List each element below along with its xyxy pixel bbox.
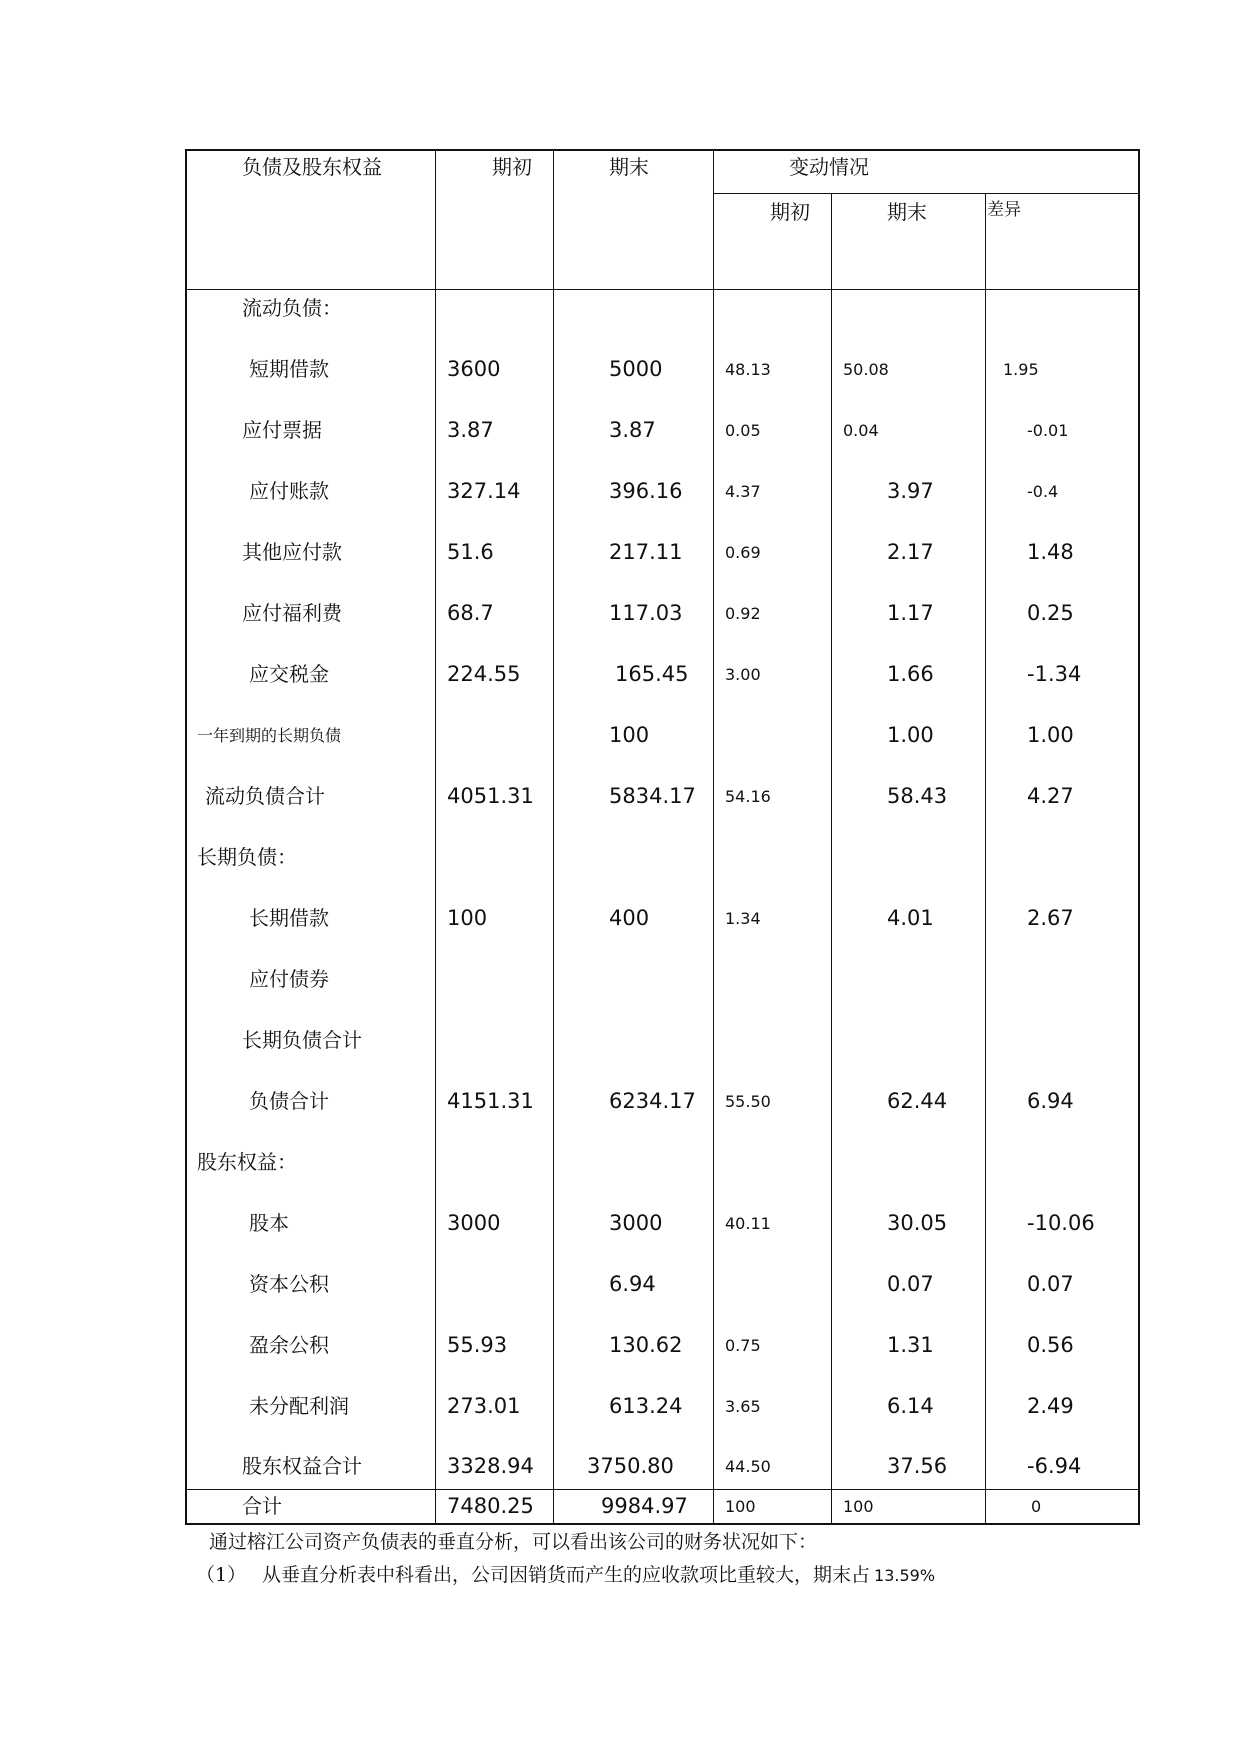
cell-difference: -10.06 [1027, 1211, 1095, 1235]
cell-difference: 6.94 [1027, 1089, 1074, 1113]
cell-begin-percent: 48.13 [725, 360, 771, 379]
cell-begin-value: 68.7 [447, 601, 494, 625]
cell-begin-percent: 3.00 [725, 665, 761, 684]
cell-difference: 1.48 [1027, 540, 1074, 564]
cell-end-value: 396.16 [609, 479, 683, 503]
row-label: 一年到期的长期负债 [197, 726, 342, 745]
analysis-point-1 [262, 1566, 935, 1585]
cell-begin-value: 273.01 [447, 1394, 521, 1418]
cell-difference: 0.07 [1027, 1272, 1074, 1296]
cell-end-value: 165.45 [615, 662, 689, 686]
cell-end-value: 6.94 [609, 1272, 656, 1296]
cell-difference: 4.27 [1027, 784, 1074, 808]
cell-end-percent: 1.00 [887, 723, 934, 747]
cell-end-percent: 50.08 [843, 360, 889, 379]
cell-end-value: 100 [609, 723, 650, 747]
row-label: 短期借款 [249, 357, 329, 381]
total-label: 合计 [242, 1494, 282, 1518]
row-label: 流动负债合计 [205, 784, 325, 808]
cell-begin-value: 3000 [447, 1211, 501, 1235]
receivable-percentage: 13.59% [874, 1566, 936, 1585]
cell-difference: 0.56 [1027, 1333, 1074, 1357]
total-pct-begin: 100 [725, 1497, 756, 1516]
analysis-intro: 通过榕江公司资产负债表的垂直分析，可以看出该公司的财务状况如下： [209, 1531, 818, 1553]
col-divider [713, 149, 714, 1525]
cell-end-percent: 0.07 [887, 1272, 934, 1296]
cell-end-value: 3.87 [609, 418, 656, 442]
total-end: 9984.97 [601, 1494, 688, 1518]
row-label: 应交税金 [249, 662, 329, 686]
cell-end-value: 5000 [609, 357, 663, 381]
cell-begin-value: 327.14 [447, 479, 521, 503]
cell-difference: -1.34 [1027, 662, 1082, 686]
header-end: 期末 [609, 155, 649, 179]
row-label: 盈余公积 [249, 1333, 329, 1357]
row-label: 负债合计 [249, 1089, 329, 1113]
cell-begin-percent: 0.69 [725, 543, 761, 562]
cell-end-percent: 30.05 [887, 1211, 948, 1235]
row-label: 股东权益合计 [242, 1454, 362, 1478]
cell-begin-value: 4151.31 [447, 1089, 534, 1113]
row-label: 其他应付款 [242, 540, 342, 564]
cell-end-value: 3000 [609, 1211, 663, 1235]
cell-end-percent: 37.56 [887, 1454, 948, 1478]
subheader-begin: 期初 [770, 200, 810, 224]
analysis-point-1-text: 从垂直分析表中科看出，公司因销货而产生的应收款项比重较大，期末占 [262, 1564, 871, 1586]
cell-end-percent: 62.44 [887, 1089, 948, 1113]
cell-difference: -6.94 [1027, 1454, 1082, 1478]
cell-end-value: 3750.80 [587, 1454, 674, 1478]
cell-end-percent: 0.04 [843, 421, 879, 440]
cell-begin-value: 51.6 [447, 540, 494, 564]
cell-begin-value: 100 [447, 906, 488, 930]
analysis-table [185, 149, 1140, 1525]
row-label: 流动负债： [242, 296, 342, 320]
cell-begin-value: 3328.94 [447, 1454, 534, 1478]
cell-end-percent: 58.43 [887, 784, 948, 808]
subheader-end: 期末 [887, 200, 927, 224]
cell-end-value: 217.11 [609, 540, 683, 564]
cell-begin-percent: 3.65 [725, 1397, 761, 1416]
row-label: 股东权益： [197, 1150, 297, 1174]
cell-difference: -0.4 [1027, 482, 1059, 501]
row-label: 长期负债合计 [242, 1028, 362, 1052]
item-number: （1） [196, 1564, 247, 1586]
cell-end-value: 400 [609, 906, 650, 930]
row-divider [185, 289, 1140, 290]
cell-difference: 2.67 [1027, 906, 1074, 930]
row-label: 应付票据 [242, 418, 322, 442]
row-label: 应付福利费 [242, 601, 342, 625]
cell-begin-percent: 44.50 [725, 1457, 771, 1476]
row-label: 应付债券 [249, 967, 329, 991]
total-diff: 0 [1031, 1497, 1042, 1516]
col-divider [985, 193, 986, 1525]
row-divider [713, 193, 1140, 194]
cell-begin-percent: 55.50 [725, 1092, 771, 1111]
cell-begin-percent: 0.75 [725, 1336, 761, 1355]
cell-begin-percent: 0.05 [725, 421, 761, 440]
cell-begin-value: 3.87 [447, 418, 494, 442]
row-label: 股本 [249, 1211, 289, 1235]
cell-begin-percent: 4.37 [725, 482, 761, 501]
cell-end-value: 613.24 [609, 1394, 683, 1418]
cell-difference: 1.00 [1027, 723, 1074, 747]
header-item: 负债及股东权益 [242, 155, 382, 179]
cell-end-value: 6234.17 [609, 1089, 696, 1113]
cell-begin-percent: 0.92 [725, 604, 761, 623]
cell-end-percent: 4.01 [887, 906, 934, 930]
total-pct-end: 100 [843, 1497, 874, 1516]
cell-end-percent: 2.17 [887, 540, 934, 564]
header-begin: 期初 [492, 155, 532, 179]
cell-difference: 0.25 [1027, 601, 1074, 625]
cell-end-percent: 1.66 [887, 662, 934, 686]
row-label: 资本公积 [249, 1272, 329, 1296]
row-label: 应付账款 [249, 479, 329, 503]
cell-begin-percent: 40.11 [725, 1214, 771, 1233]
row-label: 长期负债： [197, 845, 297, 869]
cell-end-value: 130.62 [609, 1333, 683, 1357]
cell-difference: 2.49 [1027, 1394, 1074, 1418]
cell-difference: -0.01 [1027, 421, 1069, 440]
cell-begin-value: 4051.31 [447, 784, 534, 808]
col-divider [435, 149, 436, 1525]
cell-difference: 1.95 [1003, 360, 1039, 379]
row-divider [185, 1489, 1140, 1490]
cell-end-value: 117.03 [609, 601, 683, 625]
header-change: 变动情况 [789, 155, 869, 179]
cell-end-percent: 3.97 [887, 479, 934, 503]
cell-end-percent: 6.14 [887, 1394, 934, 1418]
cell-end-value: 5834.17 [609, 784, 696, 808]
cell-begin-value: 224.55 [447, 662, 521, 686]
cell-begin-percent: 54.16 [725, 787, 771, 806]
row-label: 长期借款 [249, 906, 329, 930]
cell-begin-value: 55.93 [447, 1333, 508, 1357]
cell-end-percent: 1.31 [887, 1333, 934, 1357]
cell-end-percent: 1.17 [887, 601, 934, 625]
subheader-diff: 差异 [987, 200, 1021, 220]
cell-begin-percent: 1.34 [725, 909, 761, 928]
row-label: 未分配利润 [249, 1394, 349, 1418]
col-divider [553, 149, 554, 1525]
cell-begin-value: 3600 [447, 357, 501, 381]
col-divider [831, 193, 832, 1525]
total-begin: 7480.25 [447, 1494, 534, 1518]
